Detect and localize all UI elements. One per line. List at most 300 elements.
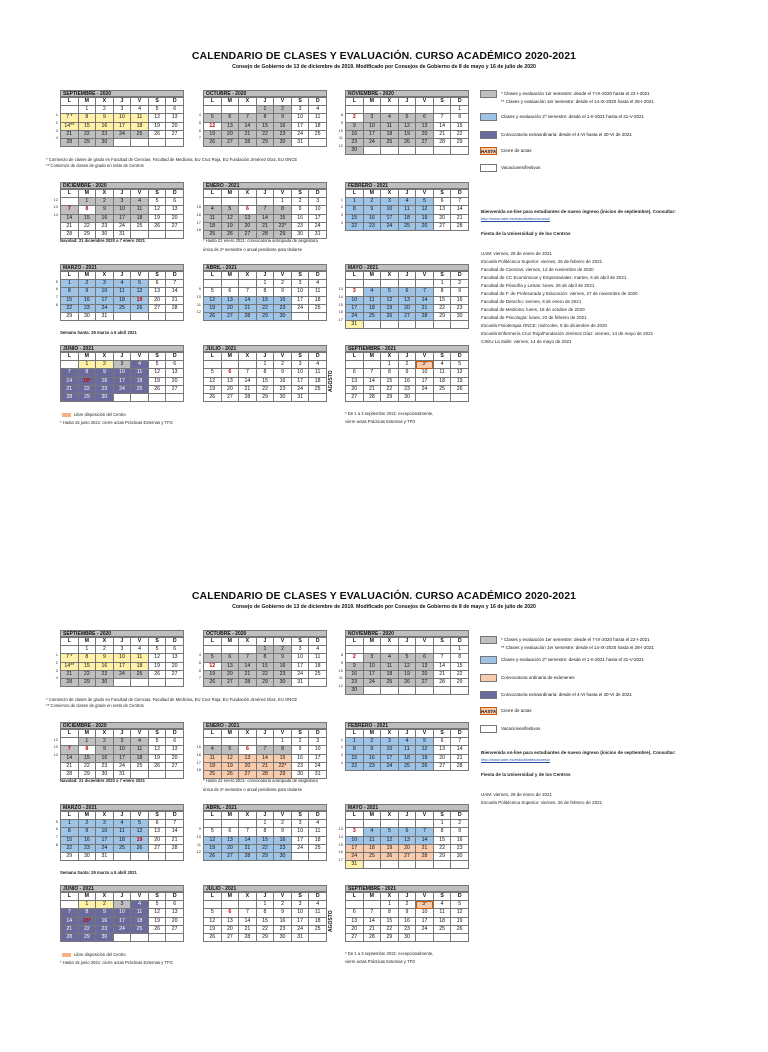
weekday-header: L [61,638,79,646]
month-grid [60,352,184,402]
weekday-header: D [166,353,184,361]
day-cell: 21 [239,925,257,933]
day-cell [398,147,416,155]
day-cell [309,393,327,401]
day-cell: 29 [78,393,96,401]
footnote-sep: * Comienzo de clases de grado en Facultad de Ciencias, Facultad de Medicina, EU Cruz Roja, EU Fundación Jiménez Díaz, EU ONCE [46,697,298,702]
day-cell: 13 [398,296,416,304]
day-cell: 5 [451,361,469,369]
day-cell: 10 [113,654,131,662]
consult-link[interactable]: http://www.uam.es/estudiantes/acceso/ [481,757,551,762]
day-cell [346,106,364,114]
day-cell: 15 [433,296,451,304]
day-cell [451,861,469,869]
day-cell: 16 [274,836,292,844]
day-cell: 10 [416,369,434,377]
day-cell: 26 [204,138,222,146]
day-cell: 24 [291,925,309,933]
month-oct20 [203,630,327,687]
day-cell [166,138,184,146]
day-cell: 16 [274,377,292,385]
weekday-header: L [346,353,364,361]
day-cell: 16 [96,214,114,222]
day-cell: 3 [96,280,114,288]
day-cell: 1 [256,106,274,114]
day-cell: 10 [291,288,309,296]
day-cell: 30 [274,852,292,860]
day-cell: 30 [346,687,364,695]
day-cell [61,738,79,746]
day-cell: 2 [451,820,469,828]
day-cell: 16 [363,214,381,222]
day-cell: 6 [221,654,239,662]
day-cell: 14 [363,377,381,385]
day-cell [204,106,222,114]
weekday-header: X [381,638,399,646]
day-cell: 18 [381,130,399,138]
day-cell: 3 [363,114,381,122]
day-cell: 13 [166,654,184,662]
day-cell: 3 [113,361,131,369]
week-number: 1 [340,196,343,202]
day-cell: 27 [221,312,239,320]
calendar-subtitle: Consejo de Gobierno de 13 de diciembre de 2019. Modificado por Consejos de Gobierno de 8 de mayo y 16 de julio de 2020 [232,604,536,610]
day-cell [221,361,239,369]
day-cell: 25 [131,222,149,230]
day-cell: 8 [274,206,292,214]
day-cell [131,933,149,941]
weekday-header: S [433,190,451,198]
day-cell: 30 [346,147,364,155]
day-cell: 17 [346,844,364,852]
day-cell: 5 [221,746,239,754]
week-number: 3 [340,751,343,757]
weekday-header: V [131,353,149,361]
day-cell: 11 [398,206,416,214]
day-cell: 17 [291,122,309,130]
day-cell: 13 [416,122,434,130]
day-cell: 16 [346,670,364,678]
fiesta-item: UAM: viernes, 29 de enero de 2021 [481,792,553,797]
weekday-header: X [381,893,399,901]
day-cell [166,230,184,238]
day-cell: 26 [131,304,149,312]
day-cell: 27 [221,393,239,401]
day-cell: 22 [78,385,96,393]
day-cell: 8 [433,288,451,296]
legend-swatch [480,131,497,139]
week-number: 11 [196,841,201,847]
weekday-header: M [221,730,239,738]
footnote-sep: * Comienzo de clases de grado en Facultad de Ciencias, Facultad de Medicina, EU Cruz Roja, EU Fundación Jiménez Díaz, EU ONCE [46,157,298,162]
day-cell: 5 [204,654,222,662]
weekday-header: J [256,893,274,901]
day-cell: 1 [451,646,469,654]
day-cell: 6 [166,901,184,909]
week-number: 14 [53,211,58,217]
legend-swatch [480,113,497,121]
day-cell: 12 [381,836,399,844]
day-cell [433,687,451,695]
day-cell [204,901,222,909]
day-cell: 19 [148,214,166,222]
day-cell [433,321,451,329]
month-title: ABRIL - 2021 [203,804,327,811]
day-cell [221,820,239,828]
day-cell: 11 [309,909,327,917]
day-cell: 19 [148,122,166,130]
day-cell: 1 [433,280,451,288]
day-cell: 26 [148,130,166,138]
day-cell: 5 [148,198,166,206]
day-cell: 21 [239,385,257,393]
day-cell: 6 [398,288,416,296]
week-number: 4 [55,675,58,681]
footnote-enero: * Hasta 22 enero 2021: convocatoria anticipada de asignatura [203,778,318,783]
day-cell: 20 [346,925,364,933]
legend-swatch: HASTA [481,149,497,154]
week-number: 8 [340,652,343,658]
day-cell [239,820,257,828]
legend-swatch [480,725,497,733]
day-cell: 29 [256,852,274,860]
day-cell [204,820,222,828]
day-cell: 15 [256,662,274,670]
day-cell [166,678,184,686]
weekday-header: V [416,272,434,280]
day-cell: 22 [346,762,364,770]
month-title: FEBRERO - 2021 [345,182,469,189]
weekday-header: L [61,272,79,280]
day-cell: 26 [451,385,469,393]
day-cell [148,933,166,941]
weekday-header: X [96,893,114,901]
day-cell: 28 [433,678,451,686]
day-cell: 26 [204,678,222,686]
weekday-header: L [346,893,364,901]
legend-label: Vacaciones/festivos [501,726,541,731]
weekday-header: V [274,893,292,901]
day-cell: 13 [148,828,166,836]
day-cell: 15 [451,662,469,670]
day-cell: 20 [221,130,239,138]
day-cell: 22 [433,844,451,852]
footnote-sep21: * De 1 a 3 septiembre 2021: excepcionalmente, [345,411,434,416]
day-cell: 28 [239,852,257,860]
day-cell: 24 [291,304,309,312]
day-cell: 16 [274,296,292,304]
day-cell: 17 [113,214,131,222]
day-cell: 8 [346,206,364,214]
day-cell: 21 [416,844,434,852]
month-sep21 [345,885,469,942]
weekday-header: X [239,812,257,820]
day-cell: 2 [96,106,114,114]
day-cell: 24 [291,844,309,852]
day-cell: 9 [451,828,469,836]
day-cell: 14 [61,917,79,925]
week-number: 12 [196,849,201,855]
day-cell: 1 [381,901,399,909]
day-cell: 12 [148,654,166,662]
day-cell: 28 [61,393,79,401]
day-cell: 2 [274,280,292,288]
calendar-subtitle: Consejo de Gobierno de 13 de diciembre de 2019. Modificado por Consejos de Gobierno de 8 de mayo y 16 de julio de 2020 [232,64,536,70]
month-feb21 [345,182,469,231]
weekday-header: M [363,98,381,106]
day-cell: 25 [309,130,327,138]
day-cell: 16 [274,662,292,670]
day-cell: 3 [309,738,327,746]
day-cell: 8 [78,654,96,662]
day-cell: 20 [148,296,166,304]
day-cell: 25 [113,304,131,312]
day-cell: 12 [451,369,469,377]
weekday-header: M [221,190,239,198]
day-cell: 11 [309,828,327,836]
week-number: 15 [196,744,201,750]
day-cell: 27 [221,933,239,941]
day-cell: 3 [291,361,309,369]
day-cell: 17 [416,377,434,385]
day-cell: 16 [398,917,416,925]
day-cell: 29 [274,770,292,778]
legend-label: * Clases y evaluación 1er semestre: desde el 7-IX-2020 hasta el 22-I-2021 [501,91,650,96]
footnote-semana-santa: Semana Santa: 29 marzo a 5 abril 2021 [60,870,137,875]
day-cell: 7 [239,114,257,122]
week-number: 12 [53,196,58,202]
day-cell: 31 [291,393,309,401]
week-number: 2 [340,744,343,750]
day-cell: 12 [148,114,166,122]
day-cell: 24 [113,762,131,770]
day-cell: 10 [381,206,399,214]
day-cell: 28 [61,678,79,686]
month-jun21 [60,885,184,942]
day-cell [131,138,149,146]
calendar-page-1 [0,0,768,512]
weekday-header: J [256,638,274,646]
day-cell: 28 [239,933,257,941]
weekday-header: J [113,190,131,198]
day-cell [204,646,222,654]
day-cell: 12 [204,377,222,385]
day-cell: 30 [451,852,469,860]
day-cell [398,280,416,288]
day-cell: 22 [346,222,364,230]
weekday-header: J [256,353,274,361]
day-cell: 26 [131,844,149,852]
day-cell [239,361,257,369]
day-cell [416,933,434,941]
day-cell: 29 [256,393,274,401]
day-cell: 19 [131,836,149,844]
day-cell: 8 [346,746,364,754]
day-cell: 23 [78,304,96,312]
day-cell [61,106,79,114]
day-cell: 25 [309,925,327,933]
day-cell: 17 [291,377,309,385]
day-cell: 29 [256,933,274,941]
day-cell: 13 [148,288,166,296]
week-number: 17 [196,759,201,765]
weekday-header: V [131,190,149,198]
fiesta-item: Escuela Politécnica Superior: viernes, 26 de febrero de 2021 [481,259,603,264]
month-jul21 [203,345,327,402]
day-cell: 18 [131,662,149,670]
week-number: 7 [55,293,58,299]
footnote-enero2: única de 2º semestre o anual pendiente para titularse [203,787,303,792]
day-cell [113,312,131,320]
day-cell: 20 [239,222,257,230]
day-cell: 28 [61,230,79,238]
day-cell [346,646,364,654]
day-cell: 27 [166,222,184,230]
day-cell: 9 [363,746,381,754]
day-cell: 24 [309,222,327,230]
weekday-header: M [221,812,239,820]
weekday-header: J [256,812,274,820]
weekday-header: J [113,638,131,646]
day-cell: 10 [291,909,309,917]
day-cell: 21 [239,130,257,138]
day-cell: 15 [256,836,274,844]
day-cell: 18 [204,222,222,230]
day-cell: 28 [239,312,257,320]
day-cell: 30 [96,933,114,941]
day-cell: 16 [291,214,309,222]
day-cell: 3 [381,198,399,206]
day-cell: 21 [61,762,79,770]
day-cell: 17 [291,662,309,670]
month-grid [203,97,327,147]
day-cell: 23 [291,222,309,230]
day-cell: 21 [451,214,469,222]
day-cell [309,312,327,320]
day-cell: 20 [398,304,416,312]
day-cell: 4 [204,746,222,754]
week-number: 16 [338,309,343,315]
weekday-header: D [166,638,184,646]
weekday-header: V [416,812,434,820]
day-cell: 29 [78,933,96,941]
day-cell: 13 [416,662,434,670]
day-cell: 6 [148,280,166,288]
day-cell: 26 [416,222,434,230]
agosto-label: AGOSTO [328,370,334,392]
day-cell: 30 [274,933,292,941]
month-grid [60,892,184,942]
legend-label: Vacaciones/festivos [501,165,541,170]
day-cell: 30 [96,770,114,778]
week-number: 6 [198,127,201,133]
day-cell: 23 [274,130,292,138]
week-number: 11 [338,675,343,681]
day-cell: 11 [309,654,327,662]
day-cell [131,312,149,320]
day-cell: 13 [166,114,184,122]
weekday-header: L [204,353,222,361]
day-cell: 10 [291,114,309,122]
day-cell: 17 [113,754,131,762]
day-cell: 2 [78,820,96,828]
legend-swatch: HASTA [481,709,497,714]
day-cell: 27 [433,762,451,770]
day-cell: 19 [148,662,166,670]
day-cell: 27 [166,925,184,933]
month-jul21 [203,885,327,942]
day-cell: 27 [239,230,257,238]
month-title: ENERO - 2021 [203,722,327,729]
day-cell: 19 [398,670,416,678]
footnote-sep21: * De 1 a 3 septiembre 2021: excepcionalmente, [345,951,434,956]
day-cell: 25 [381,678,399,686]
day-cell: 19 [204,670,222,678]
day-cell: 13 [346,917,364,925]
weekday-header: V [131,638,149,646]
day-cell: 20 [166,377,184,385]
day-cell [416,106,434,114]
day-cell: 27 [166,130,184,138]
weekday-header: M [221,638,239,646]
day-cell: 19 [131,296,149,304]
day-cell: 18 [363,304,381,312]
day-cell: 8 [256,288,274,296]
day-cell: 25 [398,222,416,230]
day-cell [363,321,381,329]
week-number: 15 [338,301,343,307]
day-cell: 17 [309,214,327,222]
weekday-header: S [433,353,451,361]
day-cell: 28 [61,138,79,146]
weekday-header: L [61,730,79,738]
day-cell: 28 [166,844,184,852]
day-cell: 22 [78,130,96,138]
day-cell: 3 [113,106,131,114]
day-cell: 8 [381,369,399,377]
consult-link[interactable]: http://www.uam.es/estudiantes/acceso/ [481,216,551,221]
weekday-header: L [204,98,222,106]
weekday-header: J [398,893,416,901]
day-cell: 18 [381,670,399,678]
day-cell: 4 [131,738,149,746]
day-cell [363,147,381,155]
day-cell: 5 [131,820,149,828]
day-cell [346,820,364,828]
day-cell: 8 [433,828,451,836]
day-cell: 8 [451,114,469,122]
day-cell: 7 [256,206,274,214]
footnote-sep21b: cierre actas Prácticas Externas y TFG [345,419,416,424]
day-cell: 30 [78,852,96,860]
week-number: 4 [340,759,343,765]
day-cell: 1 [256,280,274,288]
week-number: 6 [55,826,58,832]
day-cell: 18 [433,917,451,925]
week-number: 10 [338,667,343,673]
day-cell: 28 [256,770,274,778]
day-cell: 1 [451,106,469,114]
day-cell: 22 [256,844,274,852]
weekday-header: V [274,98,292,106]
day-cell: 29 [78,138,96,146]
day-cell: 19 [381,844,399,852]
day-cell [381,106,399,114]
day-cell: 12 [221,754,239,762]
day-cell [416,147,434,155]
day-cell: 29 [78,678,96,686]
week-number: 8 [55,301,58,307]
